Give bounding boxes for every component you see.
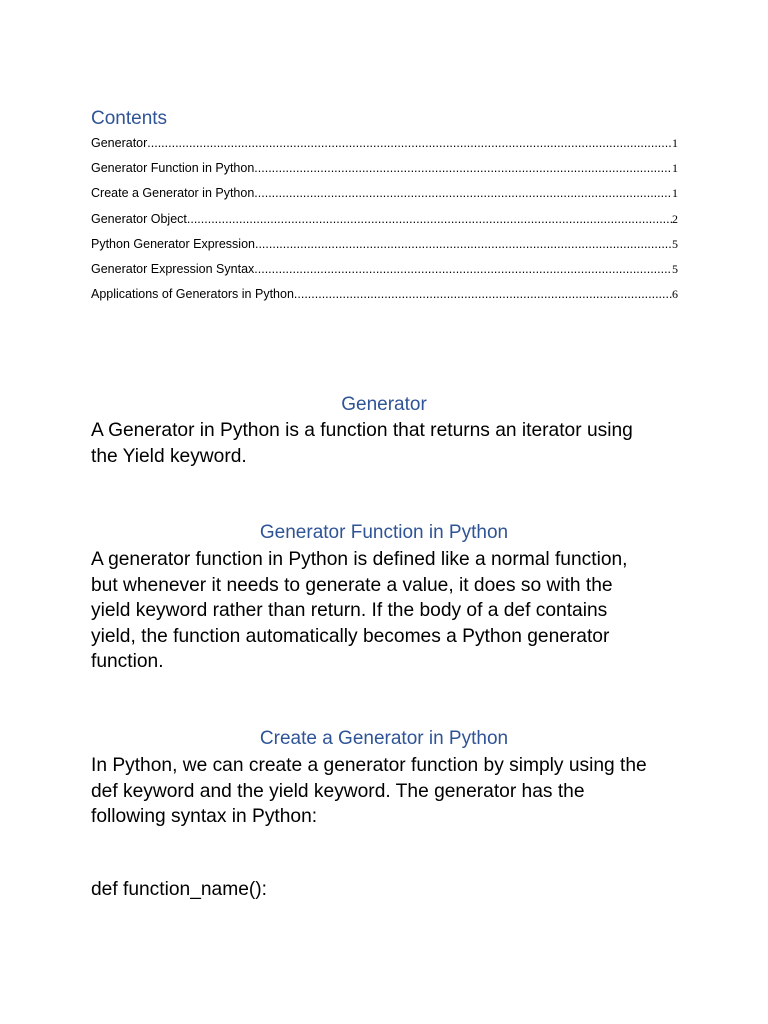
toc-page-number: 5 <box>672 261 678 276</box>
toc-page-number: 6 <box>672 287 678 302</box>
toc-entry-label: Generator Object <box>91 211 187 226</box>
toc-page-number: 1 <box>672 186 678 201</box>
toc-page-number: 2 <box>672 211 678 226</box>
toc-page-number: 5 <box>672 236 678 251</box>
toc-leader-dots <box>255 237 672 251</box>
section-heading-create-generator: Create a Generator in Python <box>259 728 509 749</box>
toc-leader-dots <box>147 136 672 150</box>
body-line: yield, the function automatically becomes a Python generator <box>91 625 610 647</box>
body-line: yield keyword rather than return. If the body of a def contains <box>91 600 608 622</box>
body-line: following syntax in Python: <box>91 806 318 828</box>
code-syntax-line <box>91 877 691 903</box>
toc-entry-expression-syntax[interactable] <box>91 262 678 287</box>
toc-entry-label: Python Generator Expression <box>91 236 255 251</box>
toc-page-number: 1 <box>672 136 678 150</box>
toc-entry-generator-function[interactable] <box>91 161 678 186</box>
body-line: function. <box>91 651 164 673</box>
body-line: A Generator in Python is a function that returns an iterator using <box>91 420 633 441</box>
toc-entry-label: Generator <box>91 136 148 150</box>
section-heading-generator: Generator <box>341 394 427 415</box>
body-line: the Yield keyword. <box>91 445 247 467</box>
section-heading-generator-function: Generator Function in Python <box>259 522 509 543</box>
toc-title: Contents <box>91 108 168 129</box>
body-line: but whenever it needs to generate a value, it does so with the <box>91 574 613 596</box>
toc-entry-label: Generator Expression Syntax <box>91 261 255 276</box>
toc-leader-dots <box>254 161 672 175</box>
toc-entry-label: Applications of Generators in Python <box>91 287 294 302</box>
section-body-create-generator <box>91 753 691 830</box>
code-line: def function_name(): <box>91 879 267 900</box>
toc-entry-generator[interactable] <box>91 136 678 161</box>
body-line: A generator function in Python is defined like a normal function, <box>91 549 628 570</box>
table-of-contents <box>91 136 678 312</box>
toc-entry-label: Generator Function in Python <box>91 161 255 176</box>
toc-entry-create-generator[interactable] <box>91 186 678 211</box>
toc-leader-dots <box>254 262 672 276</box>
section-body-generator-function <box>91 547 691 675</box>
body-line: In Python, we can create a generator function by simply using the <box>91 755 647 776</box>
toc-entry-generator-expression[interactable] <box>91 237 678 262</box>
toc-leader-dots <box>294 287 672 301</box>
section-body-generator <box>91 418 691 469</box>
toc-leader-dots <box>187 212 672 226</box>
toc-page-number: 1 <box>672 161 678 176</box>
toc-entry-label: Create a Generator in Python <box>91 186 255 201</box>
toc-leader-dots <box>254 186 672 200</box>
toc-entry-generator-object[interactable] <box>91 212 678 237</box>
body-line: def keyword and the yield keyword. The generator has the <box>91 780 585 802</box>
toc-entry-applications[interactable] <box>91 287 678 312</box>
